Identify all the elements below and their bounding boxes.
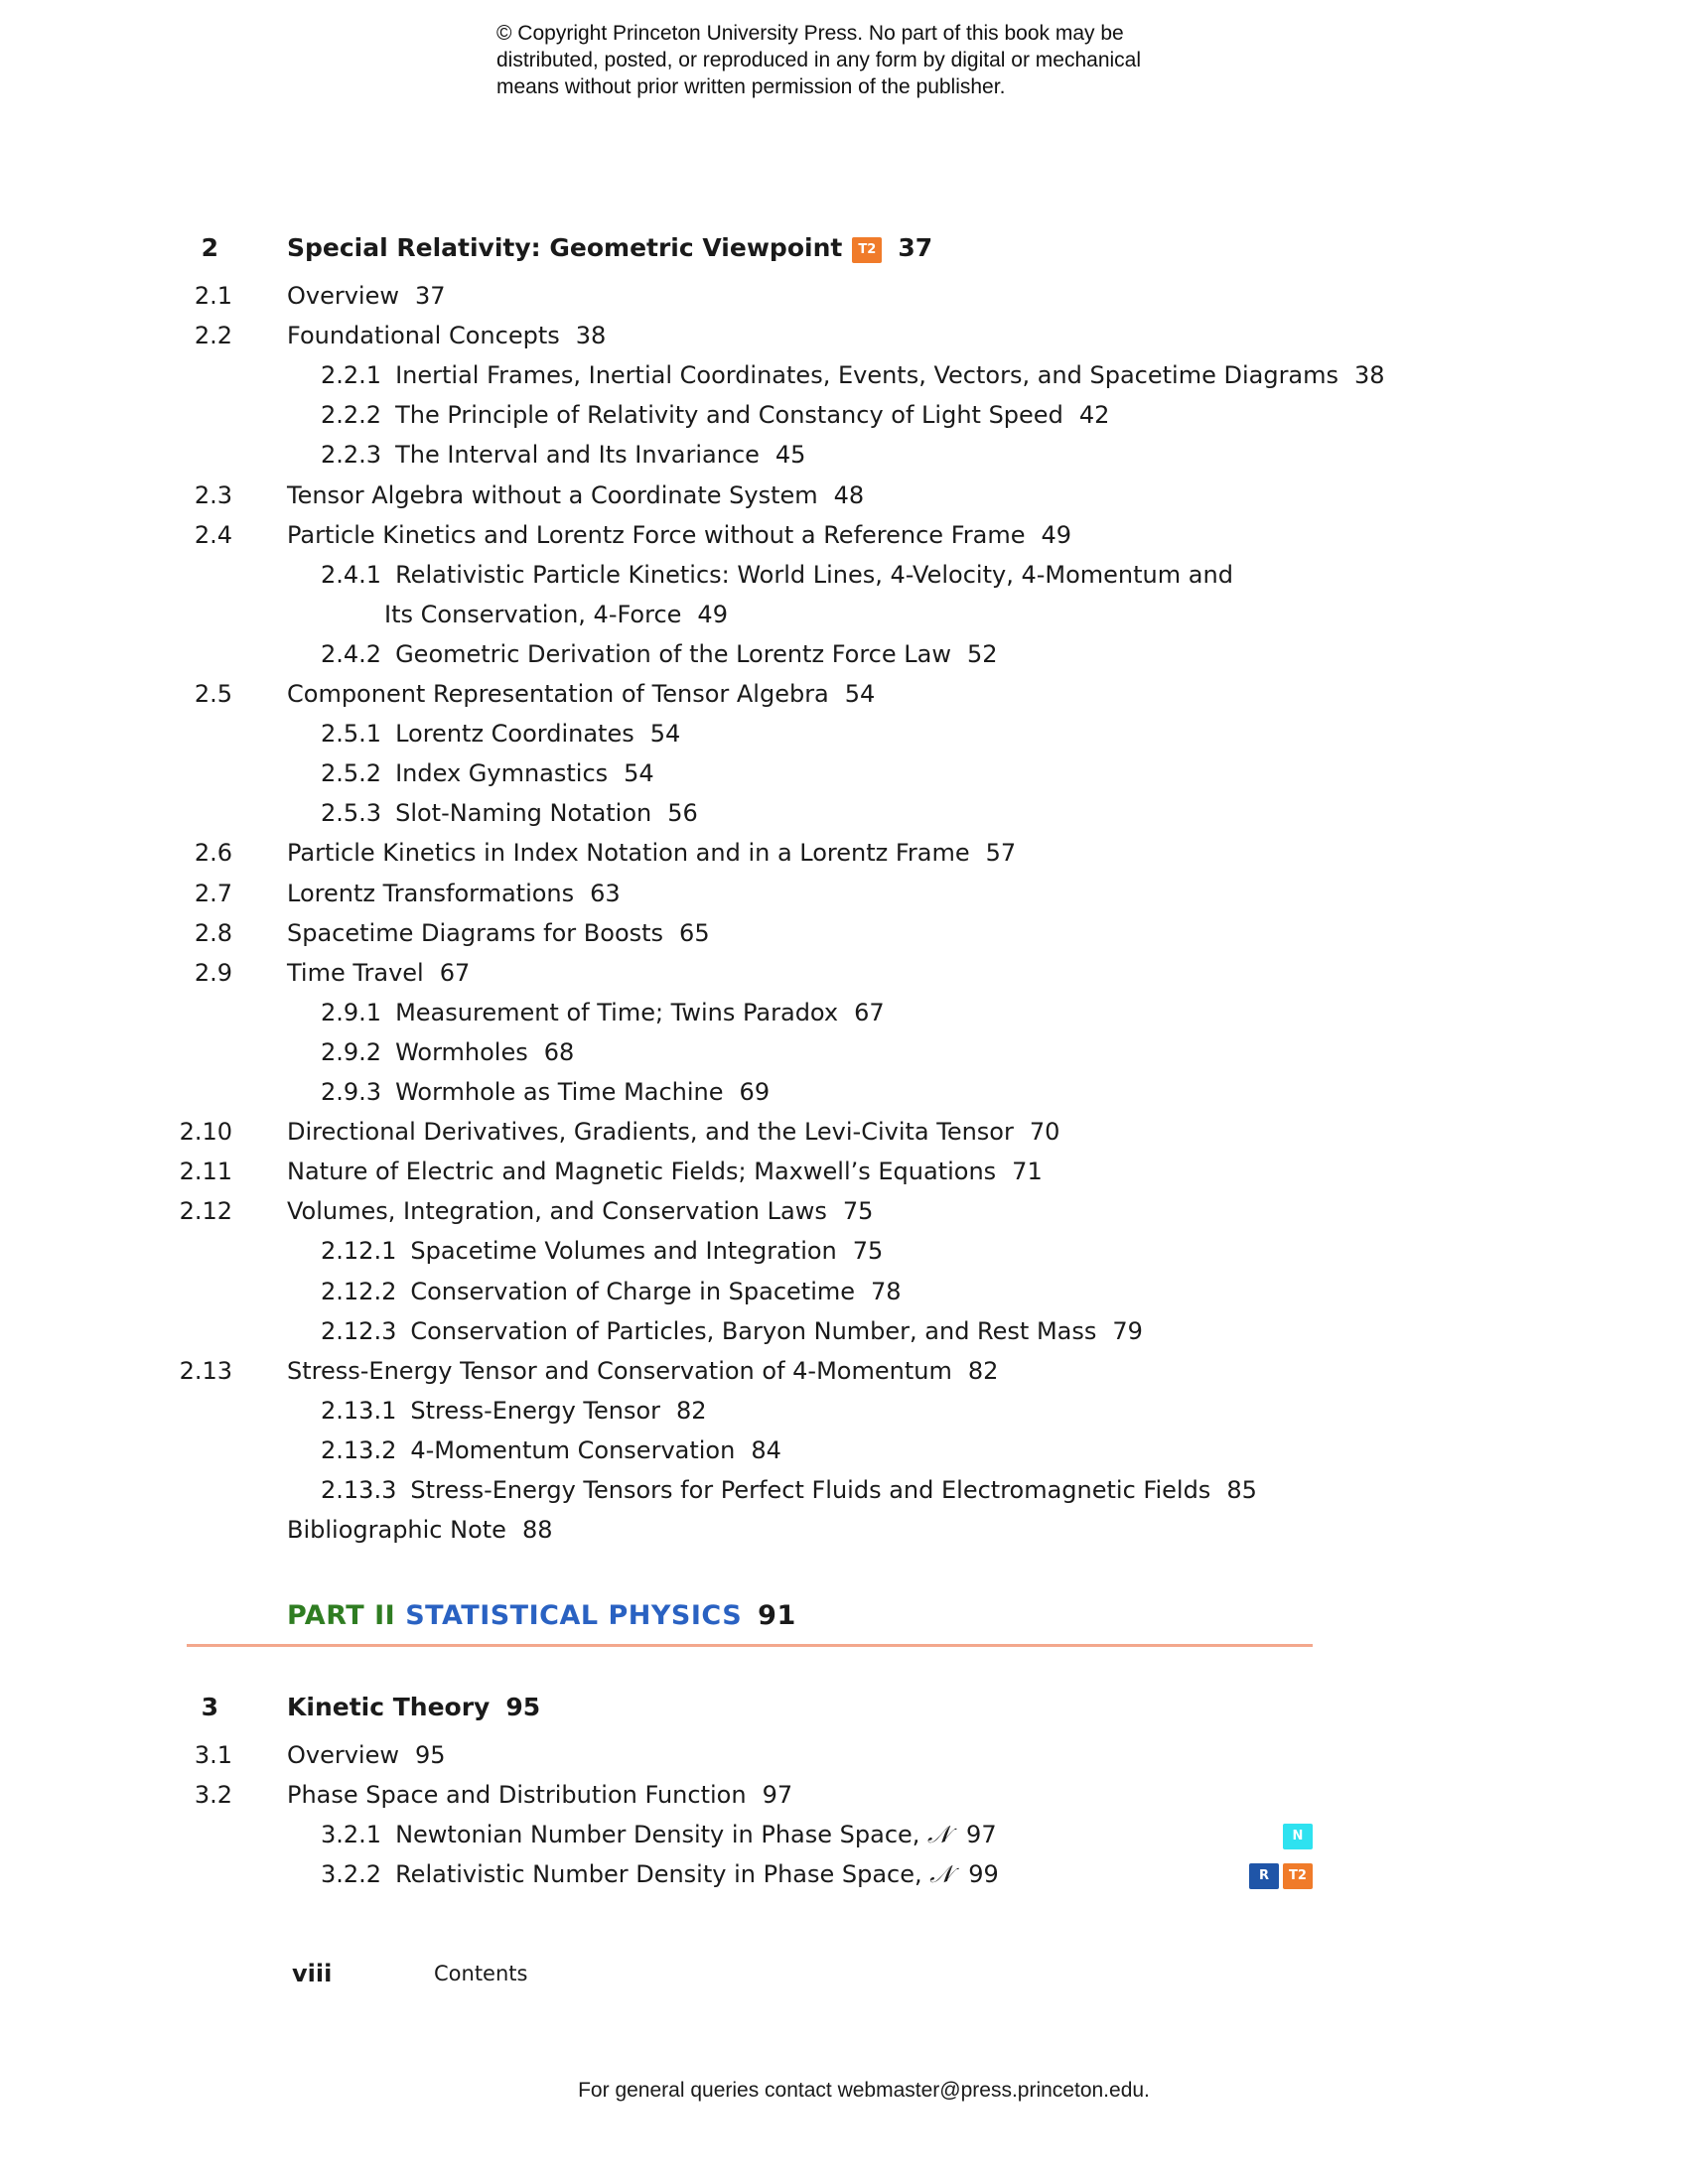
entry-text: Slot-Naming Notation xyxy=(395,799,652,827)
t2-badge-icon: T2 xyxy=(1283,1863,1313,1889)
entry-text: Wormhole as Time Machine xyxy=(395,1078,724,1106)
entry-page: 67 xyxy=(439,959,471,987)
entry-text: Nature of Electric and Magnetic Fields; Maxwell’s Equations xyxy=(287,1158,997,1185)
toc-entry[interactable] xyxy=(0,316,1688,355)
part-label: PART II xyxy=(287,1600,396,1631)
toc-entry[interactable] xyxy=(0,276,1688,316)
section-number: 2.4 xyxy=(194,521,232,549)
track-badges xyxy=(1245,1854,1313,1894)
chapter-number: 2 xyxy=(201,233,218,262)
subsection-number: 2.4.2 xyxy=(321,640,382,668)
toc-entry[interactable] xyxy=(0,1470,1688,1510)
part-divider xyxy=(187,1644,1313,1647)
entry-page: 69 xyxy=(739,1078,771,1106)
section-number: 2.7 xyxy=(194,880,232,907)
toc-entry[interactable] xyxy=(0,993,1688,1032)
toc-entry[interactable] xyxy=(0,476,1688,515)
entry-page: 57 xyxy=(985,839,1017,867)
entry-page: 49 xyxy=(697,601,728,628)
entry-title xyxy=(321,1072,770,1112)
chapter-3-heading[interactable] xyxy=(0,1688,1688,1727)
entry-title xyxy=(287,953,470,993)
entry-page: 97 xyxy=(966,1821,997,1848)
subsection-number: 2.5.2 xyxy=(321,759,382,787)
entry-title xyxy=(321,1391,707,1431)
entry-text: The Interval and Its Invariance xyxy=(395,441,760,469)
entry-text: Relativistic Particle Kinetics: World Lines, 4-Velocity, 4-Momentum and xyxy=(395,561,1233,589)
entry-text: Overview xyxy=(287,1741,399,1769)
section-number: 3.1 xyxy=(194,1741,232,1769)
toc-entry[interactable] xyxy=(0,874,1688,913)
toc-entry[interactable] xyxy=(0,634,1688,674)
entry-title xyxy=(321,355,1385,395)
toc-entry[interactable] xyxy=(0,435,1688,475)
chapter-page: 37 xyxy=(898,233,933,262)
entry-title xyxy=(287,833,1016,873)
entry-title xyxy=(321,1272,902,1311)
subsection-number: 2.2.2 xyxy=(321,401,382,429)
entry-title xyxy=(321,1231,883,1271)
entry-page: 38 xyxy=(575,322,607,349)
entry-title xyxy=(321,793,698,833)
entry-text: Conservation of Particles, Baryon Number, and Rest Mass xyxy=(410,1317,1097,1345)
entry-title xyxy=(287,316,606,355)
entry-text: Time Travel xyxy=(287,959,424,987)
entry-text: Newtonian Number Density in Phase Space, xyxy=(395,1821,920,1848)
toc-entry[interactable] xyxy=(0,395,1688,435)
entry-page: 54 xyxy=(844,680,876,708)
entry-page: 63 xyxy=(590,880,621,907)
subsection-number: 2.13.1 xyxy=(321,1397,397,1425)
toc-entry[interactable] xyxy=(0,674,1688,714)
entry-text: Stress-Energy Tensors for Perfect Fluids and Electromagnetic Fields xyxy=(410,1476,1211,1504)
entry-text: Conservation of Charge in Spacetime xyxy=(410,1278,856,1305)
toc-entry[interactable] xyxy=(0,1431,1688,1470)
entry-title xyxy=(287,1510,553,1550)
section-number: 2.12 xyxy=(179,1197,232,1225)
section-number: 2.1 xyxy=(194,282,232,310)
entry-page: 70 xyxy=(1029,1118,1060,1146)
subsection-number: 3.2.2 xyxy=(321,1860,382,1888)
entry-title xyxy=(287,1735,446,1775)
subsection-number: 2.5.3 xyxy=(321,799,382,827)
entry-text: Stress-Energy Tensor xyxy=(410,1397,661,1425)
entry-page: 67 xyxy=(854,999,885,1026)
toc-entry[interactable] xyxy=(0,355,1688,395)
entry-text: 4-Momentum Conservation xyxy=(410,1436,736,1464)
entry-page: 45 xyxy=(774,441,806,469)
toc-entry[interactable] xyxy=(0,555,1688,595)
entry-page: 84 xyxy=(751,1436,781,1464)
entry-title xyxy=(321,714,680,753)
entry-page: 54 xyxy=(624,759,654,787)
entry-title xyxy=(321,395,1109,435)
entry-page: 65 xyxy=(679,919,710,947)
entry-text: Stress-Energy Tensor and Conservation of 4-Momentum xyxy=(287,1357,952,1385)
page-folio: viii xyxy=(292,1960,333,1987)
entry-title xyxy=(287,1191,873,1231)
track-badges xyxy=(1279,1815,1313,1854)
chapter-title: Kinetic Theory 95 xyxy=(287,1693,541,1721)
entry-text: Particle Kinetics and Lorentz Force without a Reference Frame xyxy=(287,521,1026,549)
entry-title xyxy=(287,1775,792,1815)
entry-text: Foundational Concepts xyxy=(287,322,560,349)
entry-title xyxy=(321,555,1233,595)
entry-title xyxy=(287,515,1071,555)
entry-title xyxy=(287,913,710,953)
entry-text: Phase Space and Distribution Function xyxy=(287,1781,747,1809)
entry-title xyxy=(321,1815,997,1854)
section-number: 2.6 xyxy=(194,839,232,867)
entry-text: Lorentz Coordinates xyxy=(395,720,634,748)
toc-entry[interactable] xyxy=(0,1072,1688,1112)
entry-title xyxy=(321,1032,574,1072)
toc-entry[interactable] xyxy=(0,1510,1688,1550)
copyright-line-3: means without prior written permission of the publisher. xyxy=(496,75,1006,98)
toc-entry[interactable] xyxy=(0,1815,1688,1854)
entry-page: 88 xyxy=(521,1516,553,1544)
section-number: 2.9 xyxy=(194,959,232,987)
subsection-number: 2.9.2 xyxy=(321,1038,382,1066)
subsection-number: 2.4.1 xyxy=(321,561,382,589)
entry-page: 79 xyxy=(1112,1317,1143,1345)
part-heading[interactable] xyxy=(287,1600,796,1631)
toc-entry[interactable] xyxy=(0,953,1688,993)
toc-entry[interactable] xyxy=(0,1032,1688,1072)
entry-page: 75 xyxy=(842,1197,874,1225)
t2-badge-icon: T2 xyxy=(852,237,882,263)
entry-symbol: 𝒩 xyxy=(921,1860,953,1888)
subsection-number: 2.12.1 xyxy=(321,1237,397,1265)
r-badge-icon: R xyxy=(1249,1863,1279,1889)
entry-text: Spacetime Diagrams for Boosts xyxy=(287,919,664,947)
entry-symbol: 𝒩 xyxy=(919,1821,951,1848)
toc-entry[interactable] xyxy=(0,1112,1688,1152)
entry-page: 42 xyxy=(1078,401,1110,429)
part-page: 91 xyxy=(758,1600,796,1631)
entry-page: 78 xyxy=(871,1278,902,1305)
entry-title xyxy=(321,753,654,793)
toc-entry[interactable] xyxy=(0,1735,1688,1775)
running-footer: Contents xyxy=(434,1962,528,1985)
subsection-number: 2.12.2 xyxy=(321,1278,397,1305)
entry-text: Measurement of Time; Twins Paradox xyxy=(395,999,839,1026)
entry-page: 82 xyxy=(676,1397,707,1425)
entry-title xyxy=(287,476,864,515)
toc-entry[interactable] xyxy=(0,1775,1688,1815)
entry-title xyxy=(287,276,446,316)
entry-text: Tensor Algebra without a Coordinate System xyxy=(287,481,818,509)
entry-text: Index Gymnastics xyxy=(395,759,609,787)
entry-title xyxy=(321,1311,1143,1351)
entry-text: Its Conservation, 4-Force xyxy=(384,601,682,628)
entry-title xyxy=(287,1351,998,1391)
entry-page: 52 xyxy=(966,640,998,668)
contact-notice: For general queries contact webmaster@press.princeton.edu. xyxy=(578,2079,1150,2102)
entry-text: Overview xyxy=(287,282,399,310)
subsection-number: 2.12.3 xyxy=(321,1317,397,1345)
copyright-line-2: distributed, posted, or reproduced in any form by digital or mechanical xyxy=(496,49,1142,71)
toc-entry[interactable] xyxy=(0,1191,1688,1231)
toc-entry[interactable] xyxy=(0,515,1688,555)
section-number: 2.13 xyxy=(179,1357,232,1385)
entry-title xyxy=(287,874,621,913)
toc-entry[interactable] xyxy=(0,793,1688,833)
entry-text: Relativistic Number Density in Phase Space, xyxy=(395,1860,922,1888)
entry-page: 85 xyxy=(1226,1476,1257,1504)
toc-entry[interactable] xyxy=(0,913,1688,953)
entry-title xyxy=(287,674,875,714)
entry-text: Spacetime Volumes and Integration xyxy=(410,1237,837,1265)
entry-title xyxy=(321,634,998,674)
subsection-number: 2.13.3 xyxy=(321,1476,397,1504)
chapter-number: 3 xyxy=(201,1693,218,1721)
subsection-number: 2.2.1 xyxy=(321,361,382,389)
entry-text: Wormholes xyxy=(395,1038,528,1066)
entry-title xyxy=(384,595,728,634)
n-badge-icon: N xyxy=(1283,1824,1313,1849)
subsection-number: 2.13.2 xyxy=(321,1436,397,1464)
subsection-number: 2.2.3 xyxy=(321,441,382,469)
toc-entry[interactable] xyxy=(0,833,1688,873)
chapter-title: Special Relativity: Geometric Viewpoint T2 37 xyxy=(287,233,933,262)
subsection-number: 2.5.1 xyxy=(321,720,382,748)
entry-page: 49 xyxy=(1041,521,1072,549)
entry-text: Volumes, Integration, and Conservation Laws xyxy=(287,1197,827,1225)
entry-page: 71 xyxy=(1012,1158,1043,1185)
entry-page: 37 xyxy=(415,282,446,310)
section-number: 2.3 xyxy=(194,481,232,509)
subsection-number: 2.9.1 xyxy=(321,999,382,1026)
subsection-number: 2.9.3 xyxy=(321,1078,382,1106)
section-number: 2.10 xyxy=(179,1118,232,1146)
entry-page: 95 xyxy=(415,1741,446,1769)
toc-entry[interactable] xyxy=(0,753,1688,793)
toc-entry[interactable] xyxy=(0,1231,1688,1271)
toc-entry[interactable] xyxy=(0,714,1688,753)
section-number: 2.2 xyxy=(194,322,232,349)
copyright-notice xyxy=(496,20,1251,100)
toc-entry[interactable] xyxy=(0,1152,1688,1191)
section-number: 2.11 xyxy=(179,1158,232,1185)
toc-entry[interactable] xyxy=(0,1391,1688,1431)
entry-text: Geometric Derivation of the Lorentz Force Law xyxy=(395,640,951,668)
subsection-number: 3.2.1 xyxy=(321,1821,382,1848)
entry-text: Bibliographic Note xyxy=(287,1516,506,1544)
copyright-line-1: © Copyright Princeton University Press. No part of this book may be xyxy=(496,22,1124,45)
entry-title xyxy=(321,435,805,475)
toc-entry[interactable] xyxy=(0,595,1688,634)
entry-text: Directional Derivatives, Gradients, and the Levi-Civita Tensor xyxy=(287,1118,1014,1146)
entry-text: Particle Kinetics in Index Notation and in a Lorentz Frame xyxy=(287,839,970,867)
entry-page: 56 xyxy=(667,799,698,827)
entry-title xyxy=(287,1152,1043,1191)
toc-entry[interactable] xyxy=(0,1854,1688,1894)
entry-text: Lorentz Transformations xyxy=(287,880,575,907)
section-number: 3.2 xyxy=(194,1781,232,1809)
entry-page: 97 xyxy=(762,1781,793,1809)
chapter-page: 95 xyxy=(505,1693,541,1721)
entry-title xyxy=(321,1854,999,1894)
entry-page: 48 xyxy=(833,481,865,509)
entry-page: 75 xyxy=(852,1237,884,1265)
part-title: STATISTICAL PHYSICS xyxy=(405,1600,743,1631)
toc-entry[interactable] xyxy=(0,1272,1688,1311)
entry-title xyxy=(321,1431,781,1470)
toc-entry[interactable] xyxy=(0,1311,1688,1351)
toc-entry[interactable] xyxy=(0,1351,1688,1391)
entry-page: 38 xyxy=(1354,361,1385,389)
chapter-2-heading[interactable] xyxy=(0,228,1688,268)
entry-title xyxy=(321,993,885,1032)
section-number: 2.8 xyxy=(194,919,232,947)
entry-text: Component Representation of Tensor Algebra xyxy=(287,680,829,708)
entry-text: Inertial Frames, Inertial Coordinates, Events, Vectors, and Spacetime Diagrams xyxy=(395,361,1339,389)
entry-text: The Principle of Relativity and Constancy of Light Speed xyxy=(395,401,1063,429)
section-number: 2.5 xyxy=(194,680,232,708)
entry-title xyxy=(321,1470,1257,1510)
entry-page: 82 xyxy=(967,1357,999,1385)
entry-page: 54 xyxy=(649,720,681,748)
entry-page: 99 xyxy=(968,1860,999,1888)
entry-page: 68 xyxy=(543,1038,575,1066)
entry-title xyxy=(287,1112,1059,1152)
